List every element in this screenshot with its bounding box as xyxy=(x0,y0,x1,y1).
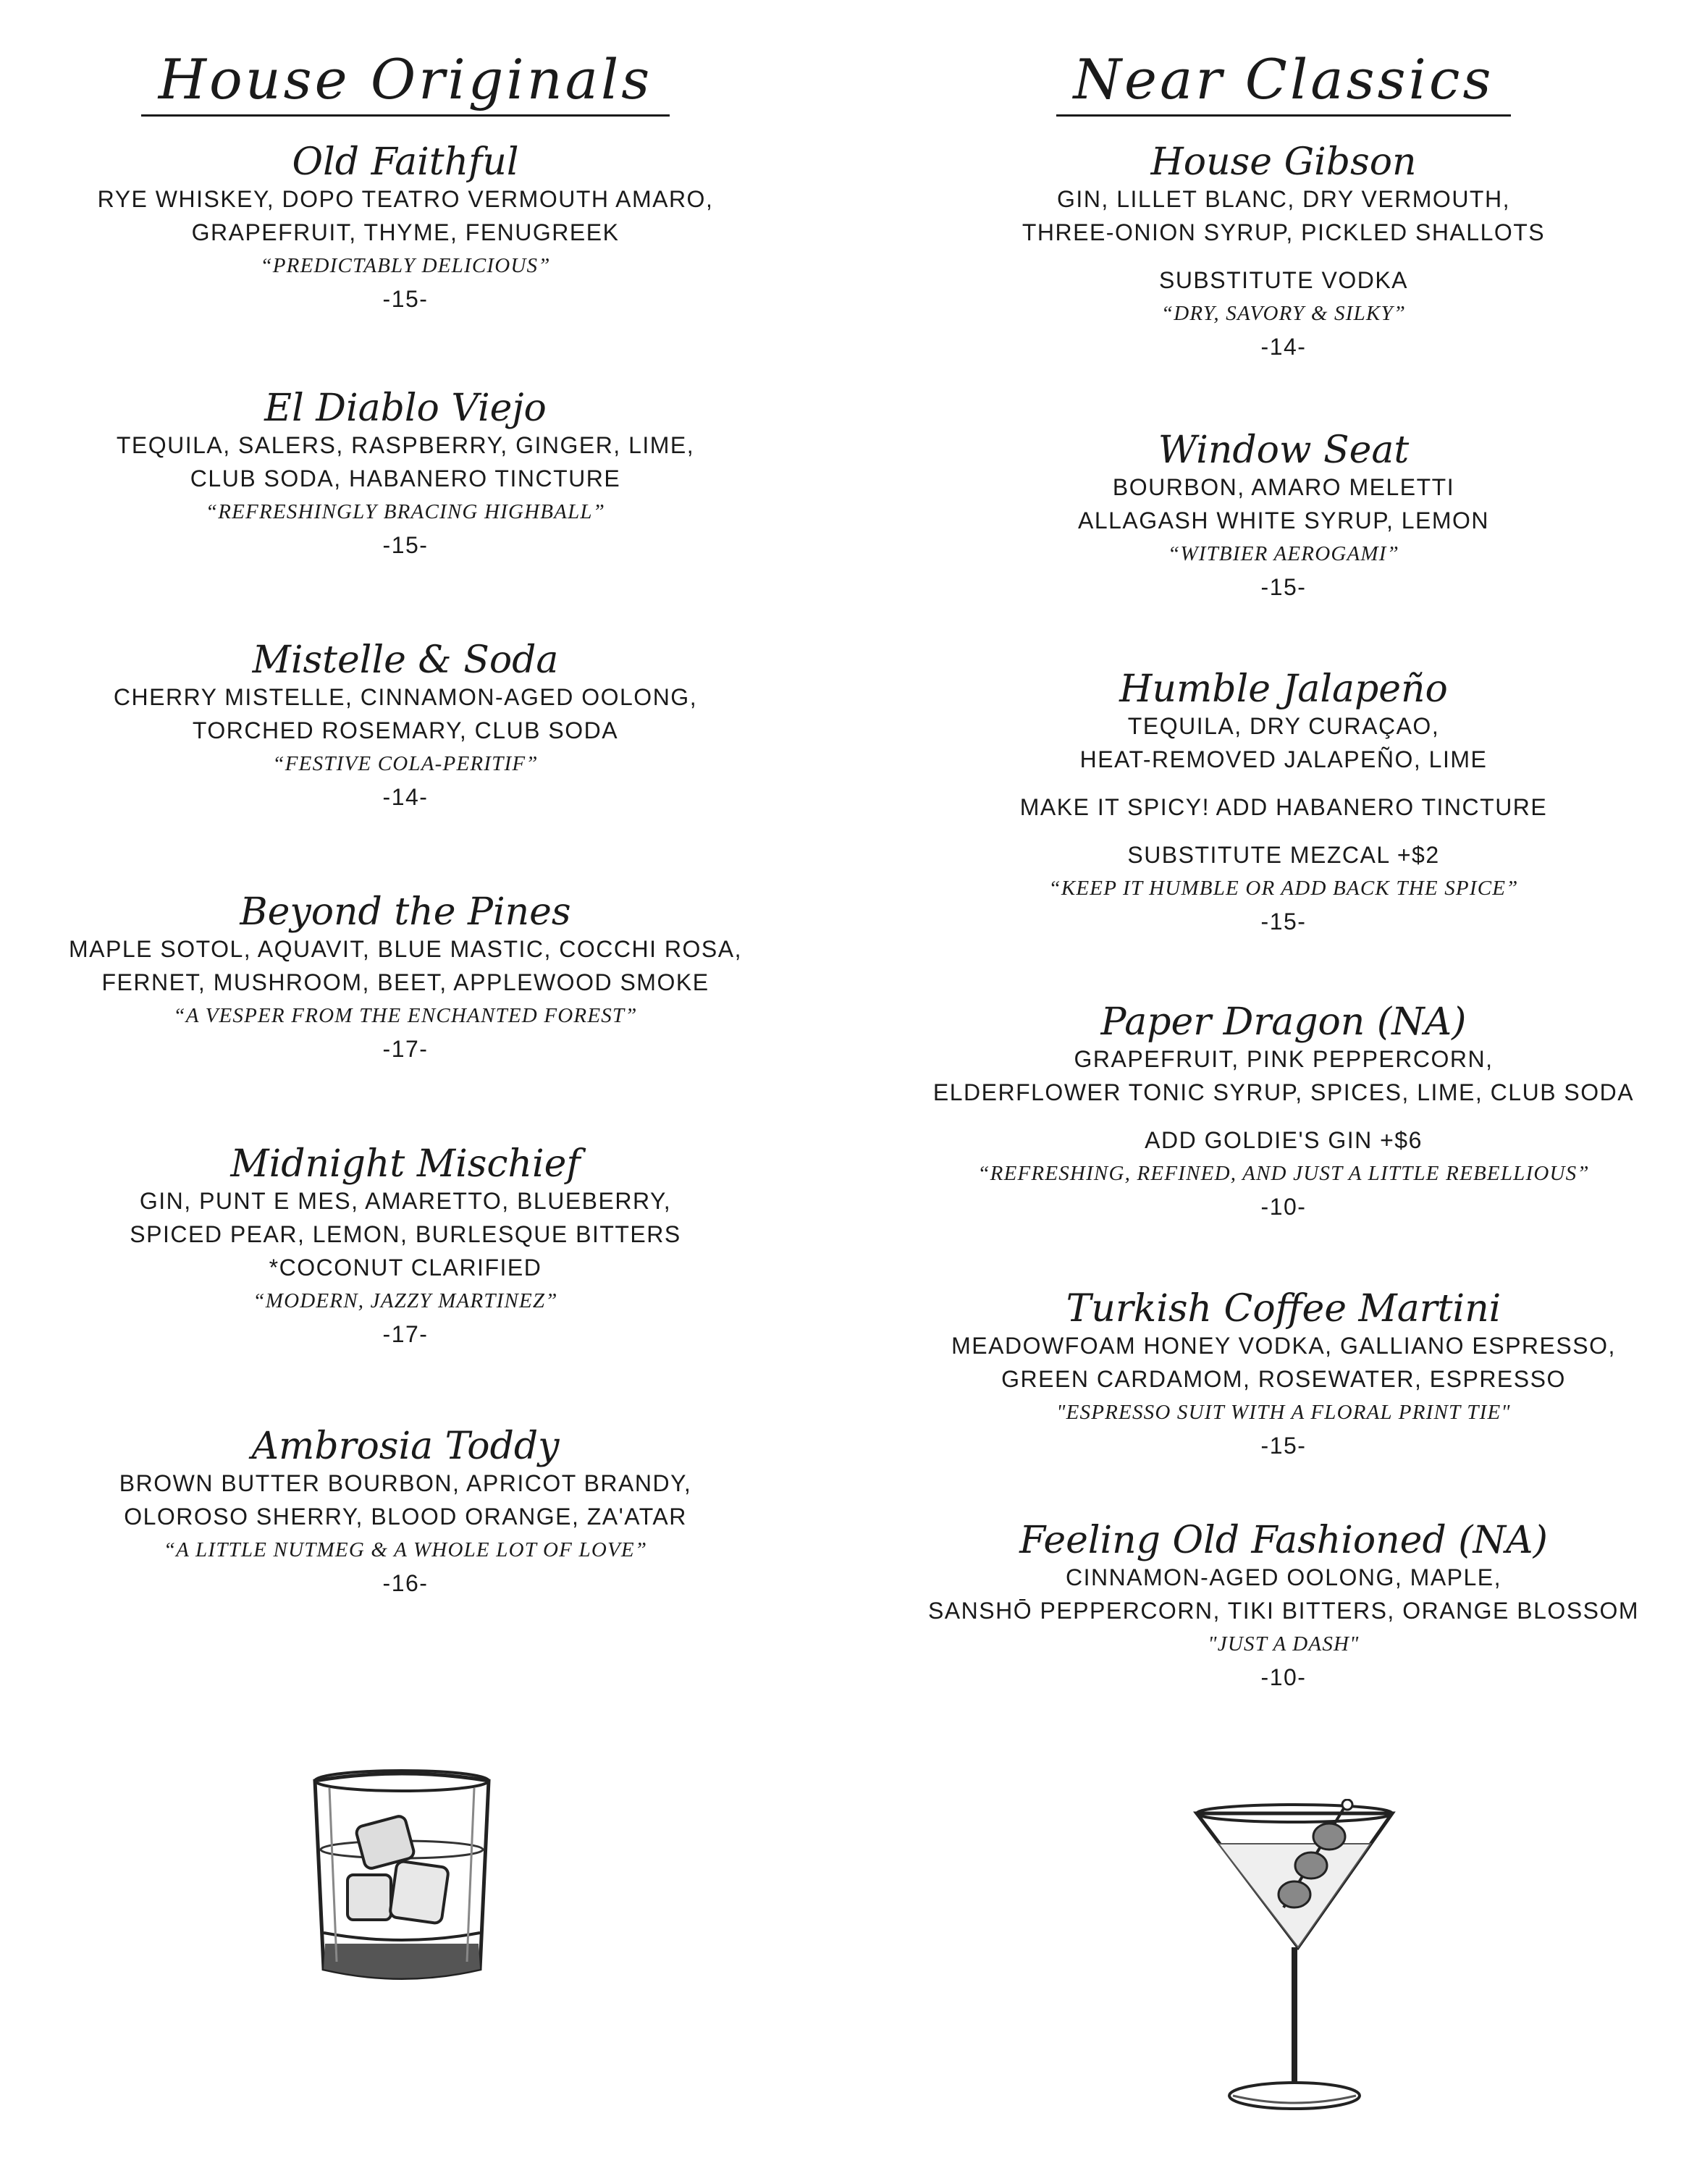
item-ingredients: TORCHED ROSEMARY, CLUB SODA xyxy=(192,717,619,743)
menu-item-midnight-mischief xyxy=(0,1144,811,1351)
item-ingredients: ALLAGASH WHITE SYRUP, LEMON xyxy=(1077,507,1490,534)
item-option: ADD GOLDIE'S GIN +$6 xyxy=(1145,1127,1423,1153)
item-price: -14- xyxy=(382,784,429,810)
item-ingredients: GIN, LILLET BLANC, DRY VERMOUTH, xyxy=(1057,186,1510,212)
item-ingredients: TEQUILA, DRY CURAÇAO, xyxy=(1127,713,1440,739)
item-price: -14- xyxy=(1260,334,1307,360)
item-option: SUBSTITUTE VODKA xyxy=(1158,267,1409,293)
item-ingredients: SANSHŌ PEPPERCORN, TIKI BITTERS, ORANGE BLOSSOM xyxy=(927,1598,1640,1624)
menu-item-window-seat xyxy=(878,430,1689,604)
item-tagline: "JUST A DASH" xyxy=(1208,1632,1360,1656)
menu-item-mistelle-soda xyxy=(0,640,811,814)
item-ingredients: GRAPEFRUIT, THYME, FENUGREEK xyxy=(191,219,620,245)
item-ingredients: CLUB SODA, HABANERO TINCTURE xyxy=(190,465,621,492)
item-tagline: “PREDICTABLY DELICIOUS” xyxy=(260,254,551,277)
item-ingredients: GIN, PUNT E MES, AMARETTO, BLUEBERRY, xyxy=(139,1188,672,1214)
item-tagline: “FESTIVE COLA-PERITIF” xyxy=(272,752,539,775)
item-price: -15- xyxy=(1260,908,1307,935)
item-option: MAKE IT SPICY! ADD HABANERO TINCTURE xyxy=(1019,794,1548,820)
rocks-glass-illustration xyxy=(308,1766,496,1991)
item-tagline: “MODERN, JAZZY MARTINEZ” xyxy=(253,1289,558,1312)
item-ingredients: FERNET, MUSHROOM, BEET, APPLEWOOD SMOKE xyxy=(101,969,709,995)
item-price: -15- xyxy=(382,532,429,558)
item-ingredients: THREE-ONION SYRUP, PICKLED SHALLOTS xyxy=(1022,219,1546,245)
item-name: Mistelle & Soda xyxy=(252,638,559,682)
item-ingredients: *COCONUT CLARIFIED xyxy=(269,1255,542,1281)
item-tagline: “DRY, SAVORY & SILKY” xyxy=(1161,302,1407,325)
item-price: -10- xyxy=(1260,1194,1307,1220)
item-name: Old Faithful xyxy=(292,140,519,184)
menu-item-el-diablo-viejo xyxy=(0,388,811,562)
menu-item-house-gibson xyxy=(878,142,1689,363)
item-name: Paper Dragon (NA) xyxy=(1100,1000,1467,1044)
item-price: -17- xyxy=(382,1321,429,1347)
section-title-house-originals: House Originals xyxy=(141,51,670,117)
item-name: Humble Jalapeño xyxy=(1119,667,1448,711)
item-ingredients: HEAT-REMOVED JALAPEÑO, LIME xyxy=(1079,746,1488,772)
menu-item-old-faithful xyxy=(0,142,811,316)
item-price: -15- xyxy=(1260,574,1307,600)
menu-item-paper-dragon xyxy=(878,1002,1689,1223)
item-ingredients: GRAPEFRUIT, PINK PEPPERCORN, xyxy=(1074,1046,1494,1072)
item-price: -15- xyxy=(382,286,429,312)
item-tagline: “A LITTLE NUTMEG & A WHOLE LOT OF LOVE” xyxy=(163,1538,648,1561)
item-name: Feeling Old Fashioned (NA) xyxy=(1019,1519,1548,1562)
item-ingredients: MEADOWFOAM HONEY VODKA, GALLIANO ESPRESSO, xyxy=(951,1333,1616,1359)
item-ingredients: GREEN CARDAMOM, ROSEWATER, ESPRESSO xyxy=(1001,1366,1566,1392)
item-name: El Diablo Viejo xyxy=(264,387,547,430)
item-tagline: “REFRESHING, REFINED, AND JUST A LITTLE REBELLIOUS” xyxy=(977,1162,1590,1185)
item-name: Turkish Coffee Martini xyxy=(1066,1287,1501,1331)
item-ingredients: BROWN BUTTER BOURBON, APRICOT BRANDY, xyxy=(119,1470,692,1496)
item-ingredients: TEQUILA, SALERS, RASPBERRY, GINGER, LIME, xyxy=(116,432,695,458)
item-ingredients: ELDERFLOWER TONIC SYRUP, SPICES, LIME, CLUB SODA xyxy=(932,1079,1635,1105)
item-ingredients: CINNAMON-AGED OOLONG, MAPLE, xyxy=(1065,1564,1502,1590)
item-ingredients: MAPLE SOTOL, AQUAVIT, BLUE MASTIC, COCCHI ROSA, xyxy=(69,936,742,962)
item-tagline: “A VESPER FROM THE ENCHANTED FOREST” xyxy=(173,1004,638,1027)
section-title-near-classics: Near Classics xyxy=(1056,51,1512,117)
item-tagline: “KEEP IT HUMBLE OR ADD BACK THE SPICE” xyxy=(1048,877,1519,900)
item-ingredients: BOURBON, AMARO MELETTI xyxy=(1112,474,1455,500)
item-name: Midnight Mischief xyxy=(230,1142,581,1186)
menu-item-beyond-the-pines xyxy=(0,892,811,1066)
menu-item-humble-jalapeno xyxy=(878,669,1689,938)
menu-item-turkish-coffee-martini xyxy=(878,1289,1689,1462)
item-name: Beyond the Pines xyxy=(240,890,571,934)
item-ingredients: CHERRY MISTELLE, CINNAMON-AGED OOLONG, xyxy=(113,684,698,710)
item-price: -10- xyxy=(1260,1664,1307,1690)
item-name: Window Seat xyxy=(1158,429,1410,472)
item-tagline: “WITBIER AEROGAMI” xyxy=(1168,542,1399,565)
item-name: House Gibson xyxy=(1150,140,1417,184)
item-ingredients: RYE WHISKEY, DOPO TEATRO VERMOUTH AMARO, xyxy=(97,186,714,212)
item-price: -15- xyxy=(1260,1433,1307,1459)
menu-item-ambrosia-toddy xyxy=(0,1426,811,1600)
menu-item-feeling-old-fashioned xyxy=(878,1520,1689,1694)
item-price: -17- xyxy=(382,1036,429,1062)
item-ingredients: SPICED PEAR, LEMON, BURLESQUE BITTERS xyxy=(130,1221,681,1247)
item-name: Ambrosia Toddy xyxy=(251,1425,560,1468)
item-tagline: "ESPRESSO SUIT WITH A FLORAL PRINT TIE" xyxy=(1056,1401,1511,1424)
item-ingredients: OLOROSO SHERRY, BLOOD ORANGE, ZA'ATAR xyxy=(124,1504,687,1530)
martini-glass-illustration xyxy=(1189,1799,1399,2117)
item-option: SUBSTITUTE MEZCAL +$2 xyxy=(1127,842,1440,868)
item-tagline: “REFRESHINGLY BRACING HIGHBALL” xyxy=(205,500,606,523)
item-price: -16- xyxy=(382,1570,429,1596)
